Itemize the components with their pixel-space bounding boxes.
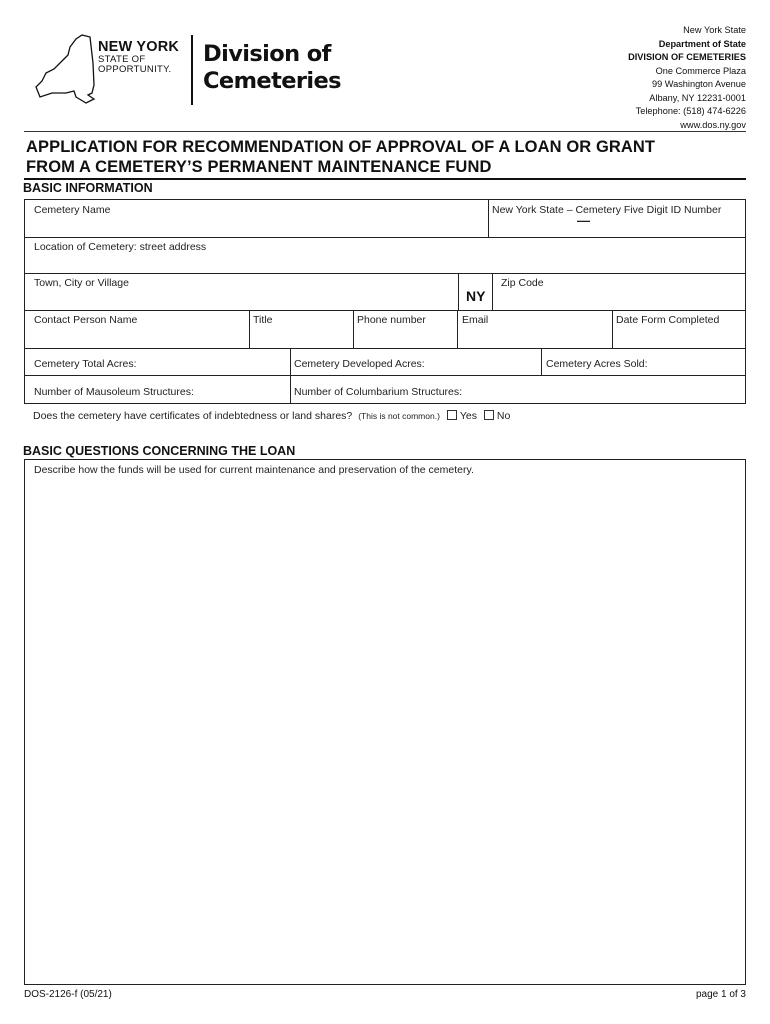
address-phone: Telephone: (518) 474-6226 — [635, 106, 746, 116]
title-divider — [24, 178, 746, 180]
title-field[interactable]: Title — [253, 314, 273, 326]
divider — [249, 310, 250, 348]
logo-line2: STATE OF — [98, 54, 146, 65]
question-note: (This is not common.) — [358, 411, 440, 421]
section-heading-basic-info: BASIC INFORMATION — [23, 181, 153, 195]
ny-wordmark — [98, 39, 179, 75]
agency-logo — [30, 33, 350, 108]
form-id: DOS-2126-f (05/21) — [24, 989, 112, 1000]
title-line1: APPLICATION FOR RECOMMENDATION OF APPROVAL OF A LOAN OR GRANT — [26, 138, 656, 156]
address-street2: 99 Washington Avenue — [652, 79, 746, 89]
divider — [457, 310, 458, 348]
page-title — [26, 137, 655, 177]
certificates-question — [33, 410, 510, 422]
state-value: NY — [466, 288, 486, 304]
division-line2: Cemeteries — [203, 68, 341, 94]
developed-acres-field[interactable]: Cemetery Developed Acres: — [294, 358, 425, 370]
yes-checkbox[interactable] — [447, 410, 457, 420]
question-text: Does the cemetery have certificates of indebtedness or land shares? — [33, 410, 353, 422]
cemetery-id-field[interactable]: New York State – Cemetery Five Digit ID Number — [492, 204, 722, 216]
yes-label: Yes — [459, 410, 477, 422]
no-checkbox[interactable] — [484, 410, 494, 420]
new-york-state-map-icon — [30, 33, 96, 105]
divider — [541, 348, 542, 375]
cemetery-name-field[interactable]: Cemetery Name — [34, 204, 111, 216]
mausoleum-field[interactable]: Number of Mausoleum Structures: — [34, 386, 194, 398]
header-divider — [24, 131, 746, 132]
funds-description-textarea[interactable] — [24, 459, 746, 985]
address-division: DIVISION OF CEMETERIES — [628, 52, 746, 62]
logo-divider — [191, 35, 193, 105]
divider — [25, 375, 745, 376]
agency-address — [628, 24, 746, 132]
contact-name-field[interactable]: Contact Person Name — [34, 314, 138, 326]
divider — [488, 200, 489, 238]
address-city: Albany, NY 12231-0001 — [649, 92, 746, 103]
title-line2: FROM A CEMETERY’S PERMANENT MAINTENANCE FUND — [26, 158, 492, 176]
columbarium-field[interactable]: Number of Columbarium Structures: — [294, 386, 463, 398]
division-line1: Division of — [203, 41, 331, 67]
basic-info-form — [24, 199, 746, 404]
divider — [25, 237, 745, 238]
email-field[interactable]: Email — [462, 314, 489, 326]
divider — [492, 273, 493, 310]
address-dept: Department of State — [658, 38, 746, 49]
funds-description-label: Describe how the funds will be used for current maintenance and preservation of the cemetery. — [34, 464, 474, 476]
divider — [353, 310, 354, 348]
section-heading-loan: BASIC QUESTIONS CONCERNING THE LOAN — [23, 444, 296, 458]
page-number: page 1 of 3 — [695, 989, 746, 1000]
address-street1: One Commerce Plaza — [655, 65, 746, 76]
divider — [612, 310, 613, 348]
division-title — [203, 41, 341, 95]
phone-field[interactable]: Phone number — [357, 314, 426, 326]
location-field[interactable]: Location of Cemetery: street address — [34, 241, 207, 253]
divider — [290, 348, 291, 404]
address-web[interactable]: www.dos.ny.gov — [680, 119, 746, 130]
total-acres-field[interactable]: Cemetery Total Acres: — [34, 358, 137, 370]
cemetery-id-dash: — — [577, 213, 590, 228]
logo-line1: NEW YORK — [98, 39, 180, 55]
zip-field[interactable]: Zip Code — [501, 277, 544, 289]
divider — [25, 273, 745, 274]
town-field[interactable]: Town, City or Village — [34, 277, 129, 289]
divider — [25, 310, 745, 311]
acres-sold-field[interactable]: Cemetery Acres Sold: — [546, 358, 648, 370]
no-label: No — [496, 410, 511, 422]
divider — [458, 273, 459, 310]
address-state: New York State — [683, 25, 746, 35]
date-completed-field[interactable]: Date Form Completed — [616, 314, 720, 326]
divider — [25, 348, 745, 349]
logo-line3: OPPORTUNITY. — [98, 64, 172, 75]
